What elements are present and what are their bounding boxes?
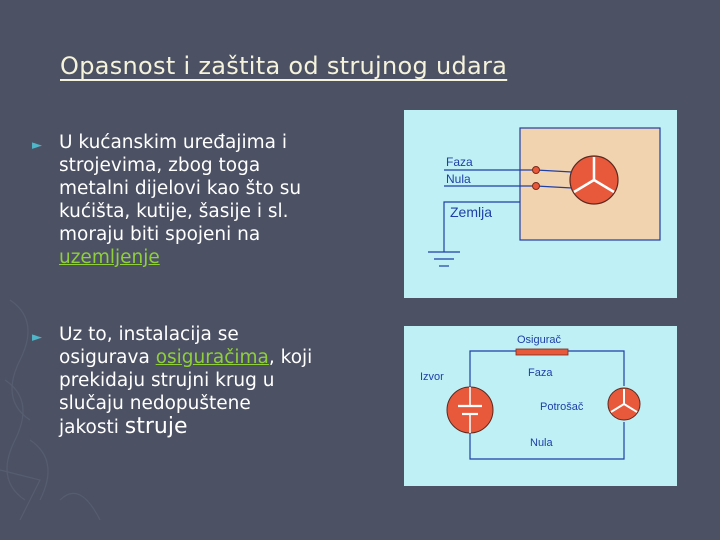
fuse-icon: [516, 349, 568, 355]
label-izvor: Izvor: [420, 371, 444, 383]
label-nula: Nula: [530, 437, 553, 449]
bullet-1-line: strojevima, zbog toga: [59, 155, 261, 176]
bullet-1-line: moraju biti spojeni na: [59, 224, 261, 245]
label-nula: Nula: [446, 172, 471, 186]
bullet-2-line: slučaju nedopuštene: [59, 393, 251, 414]
bullet-1-line: metalni dijelovi kao što su: [59, 178, 302, 199]
background-pattern: [0, 0, 120, 540]
bullet-2-text-large: struje: [124, 414, 188, 439]
label-zemlja: Zemlja: [450, 204, 493, 220]
bullet-1-line: U kućanskim uređajima i: [59, 132, 287, 153]
label-faza: Faza: [528, 367, 553, 379]
bullet-triangle-icon: ►: [32, 330, 42, 345]
bullet-1-line: kućišta, kutije, šasije i sl.: [59, 201, 289, 222]
bullet-text-2: [59, 323, 312, 439]
bullet-2-text: osigurava: [59, 347, 156, 368]
label-faza: Faza: [446, 155, 473, 169]
bullet-triangle-icon: ►: [32, 138, 42, 153]
terminal-icon: [533, 167, 540, 174]
page-title: Opasnost i zaštita od strujnog udara: [60, 52, 508, 80]
bullet-2-text: , koji: [268, 347, 313, 368]
bullet-text-1: [59, 131, 301, 269]
osiguraci-link[interactable]: osiguračima: [155, 347, 269, 368]
label-potrosac: Potrošač: [540, 401, 584, 413]
bullet-2-text: jakosti: [59, 417, 125, 438]
terminal-icon: [533, 183, 540, 190]
bullet-2-line: prekidaju strujni krug u: [59, 370, 275, 391]
uzemljenje-link[interactable]: uzemljenje: [59, 247, 160, 268]
bullet-2-line: Uz to, instalacija se: [59, 324, 239, 345]
fuse-circuit-diagram: [404, 326, 677, 486]
label-osigurac: Osigurač: [517, 334, 562, 346]
grounding-diagram: [404, 110, 677, 298]
